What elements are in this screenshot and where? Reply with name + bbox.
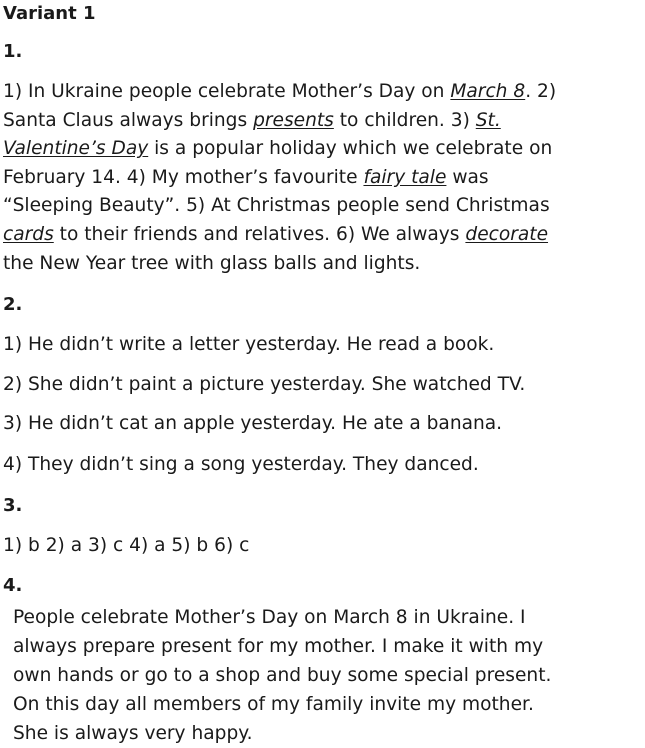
answer-word: presents bbox=[253, 109, 334, 131]
task-2-number: 2. bbox=[3, 294, 23, 315]
task-1-line bbox=[3, 221, 639, 250]
task-4-line-5: She is always very happy. bbox=[13, 723, 253, 744]
task-4-line-1: People celebrate Mother’s Day on March 8 in Ukraine. I bbox=[13, 607, 526, 628]
text-segment: to children. 3) bbox=[333, 109, 476, 131]
task-2-line-2: 2) She didn’t paint a picture yesterday. She watched TV. bbox=[3, 374, 526, 395]
task-2-line-1: 1) He didn’t write a letter yesterday. He read a book. bbox=[3, 334, 495, 355]
task-4-line-4: On this day all members of my family invite my mother. bbox=[13, 694, 534, 715]
answer-word: cards bbox=[3, 223, 54, 245]
text-segment: the New Year tree with glass balls and lights. bbox=[3, 252, 421, 274]
task-1-line bbox=[3, 107, 639, 136]
text-segment: February 14. 4) My mother’s favourite bbox=[3, 166, 364, 188]
text-segment: to their friends and relatives. 6) We always bbox=[53, 223, 466, 245]
task-2-line-3: 3) He didn’t cat an apple yesterday. He ate a banana. bbox=[3, 413, 503, 434]
text-segment: is a popular holiday which we celebrate on bbox=[148, 138, 553, 160]
task-2-line-4: 4) They didn’t sing a song yesterday. They danced. bbox=[3, 454, 479, 475]
task-4-essay bbox=[13, 603, 639, 748]
answer-word: St. bbox=[475, 109, 501, 131]
task-1-line bbox=[3, 250, 639, 279]
task-1-line bbox=[3, 192, 639, 221]
text-segment: Santa Claus always brings bbox=[3, 109, 254, 131]
text-segment: was bbox=[446, 166, 489, 188]
page-title: Variant 1 bbox=[3, 3, 96, 24]
answer-word: March 8 bbox=[450, 81, 526, 102]
text-segment: 1) In Ukraine people celebrate Mother’s Day on bbox=[3, 81, 451, 102]
task-3-number: 3. bbox=[3, 495, 23, 516]
text-segment: “Sleeping Beauty”. 5) At Christmas people send Christmas bbox=[3, 195, 550, 217]
answer-word: decorate bbox=[465, 223, 549, 245]
task-1-line bbox=[3, 135, 639, 164]
answer-word: fairy tale bbox=[363, 166, 447, 188]
answer-word: Valentine’s Day bbox=[3, 138, 149, 160]
task-3-answer: 1) b 2) a 3) c 4) a 5) b 6) c bbox=[3, 535, 250, 556]
task-1-line bbox=[3, 78, 639, 107]
task-4-number: 4. bbox=[3, 575, 23, 596]
task-1-line bbox=[3, 164, 639, 193]
task-4-line-2: always prepare present for my mother. I make it with my bbox=[13, 636, 544, 657]
task-1-number: 1. bbox=[3, 41, 23, 62]
task-4-line-3: own hands or go to a shop and buy some special present. bbox=[13, 665, 552, 686]
text-segment: . 2) bbox=[525, 81, 557, 102]
task-1-paragraph bbox=[3, 78, 639, 278]
